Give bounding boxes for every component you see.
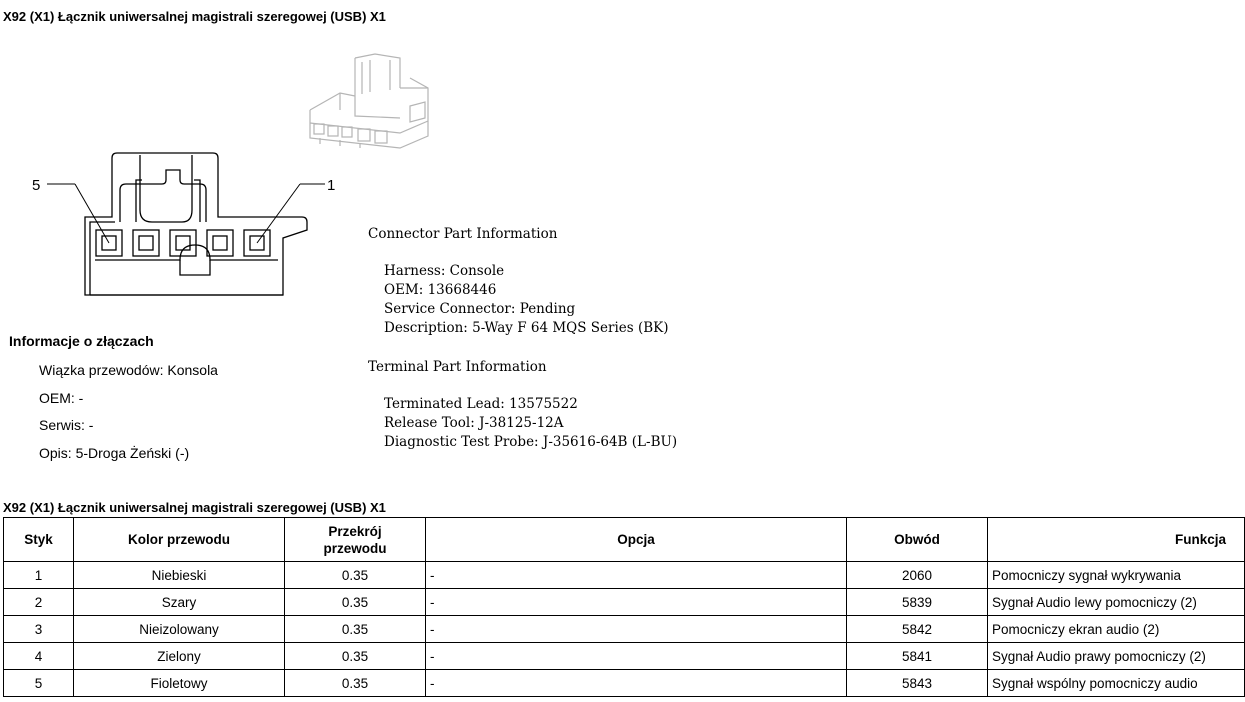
- connector-oem: OEM: 13668446: [384, 282, 497, 298]
- header-wire-color: Kolor przewodu: [74, 518, 285, 562]
- cell-pin: 5: [4, 670, 74, 697]
- cell-circuit: 2060: [847, 562, 988, 589]
- header-gauge-line1: Przekrój: [328, 523, 382, 539]
- header-function: Funkcja: [988, 518, 1245, 562]
- terminal-part-info-heading: Terminal Part Information: [368, 359, 547, 375]
- header-circuit: Obwód: [847, 518, 988, 562]
- release-tool: Release Tool: J-38125-12A: [384, 415, 564, 431]
- table-header-row: [4, 518, 1245, 562]
- cell-wire-color: Szary: [74, 589, 285, 616]
- connector-description: Description: 5-Way F 64 MQS Series (BK): [384, 320, 669, 336]
- pin-label-1: 1: [327, 177, 336, 194]
- table-row: [4, 589, 1245, 616]
- connector-isometric-drawing: [300, 48, 440, 163]
- connector-part-info-heading: Connector Part Information: [368, 226, 558, 242]
- cell-wire-gauge: 0.35: [285, 616, 426, 643]
- pin-label-5: 5: [32, 177, 41, 194]
- cell-wire-gauge: 0.35: [285, 589, 426, 616]
- cell-wire-color: Zielony: [74, 643, 285, 670]
- cell-wire-gauge: 0.35: [285, 562, 426, 589]
- cell-pin: 1: [4, 562, 74, 589]
- header-option: Opcja: [426, 518, 847, 562]
- cell-option: -: [426, 616, 847, 643]
- cell-circuit: 5841: [847, 643, 988, 670]
- cell-wire-color: Nieizolowany: [74, 616, 285, 643]
- diagnostic-test-probe: Diagnostic Test Probe: J-35616-64B (L-BU): [384, 434, 678, 450]
- harness-info: Wiązka przewodów: Konsola: [39, 362, 218, 378]
- cell-function: Sygnał wspólny pomocniczy audio: [988, 670, 1245, 697]
- oem-info: OEM: -: [39, 390, 84, 406]
- cell-wire-gauge: 0.35: [285, 643, 426, 670]
- cell-function: Sygnał Audio prawy pomocniczy (2): [988, 643, 1245, 670]
- page-title: X92 (X1) Łącznik uniwersalnej magistrali szeregowej (USB) X1: [3, 9, 386, 24]
- service-info: Serwis: -: [39, 417, 94, 433]
- cell-option: -: [426, 643, 847, 670]
- table-row: [4, 670, 1245, 697]
- header-gauge-line2: przewodu: [323, 540, 387, 556]
- pinout-table: [3, 517, 1245, 697]
- header-pin: Styk: [4, 518, 74, 562]
- header-wire-gauge: [285, 518, 426, 562]
- cell-circuit: 5843: [847, 670, 988, 697]
- cell-option: -: [426, 562, 847, 589]
- description-info: Opis: 5-Droga Żeński (-): [39, 445, 190, 461]
- connector-face-drawing: [30, 150, 336, 305]
- connector-info-heading: Informacje o złączach: [9, 333, 154, 349]
- cell-function: Sygnał Audio lewy pomocniczy (2): [988, 589, 1245, 616]
- connector-harness: Harness: Console: [384, 263, 505, 279]
- cell-wire-gauge: 0.35: [285, 670, 426, 697]
- table-row: [4, 562, 1245, 589]
- table-title: X92 (X1) Łącznik uniwersalnej magistrali szeregowej (USB) X1: [3, 500, 386, 515]
- cell-option: -: [426, 589, 847, 616]
- cell-wire-color: Fioletowy: [74, 670, 285, 697]
- cell-pin: 2: [4, 589, 74, 616]
- cell-circuit: 5842: [847, 616, 988, 643]
- table-row: [4, 643, 1245, 670]
- connector-service: Service Connector: Pending: [384, 301, 576, 317]
- cell-wire-color: Niebieski: [74, 562, 285, 589]
- cell-function: Pomocniczy sygnał wykrywania: [988, 562, 1245, 589]
- cell-function: Pomocniczy ekran audio (2): [988, 616, 1245, 643]
- cell-circuit: 5839: [847, 589, 988, 616]
- cell-pin: 4: [4, 643, 74, 670]
- cell-pin: 3: [4, 616, 74, 643]
- terminated-lead: Terminated Lead: 13575522: [384, 396, 578, 412]
- cell-option: -: [426, 670, 847, 697]
- table-row: [4, 616, 1245, 643]
